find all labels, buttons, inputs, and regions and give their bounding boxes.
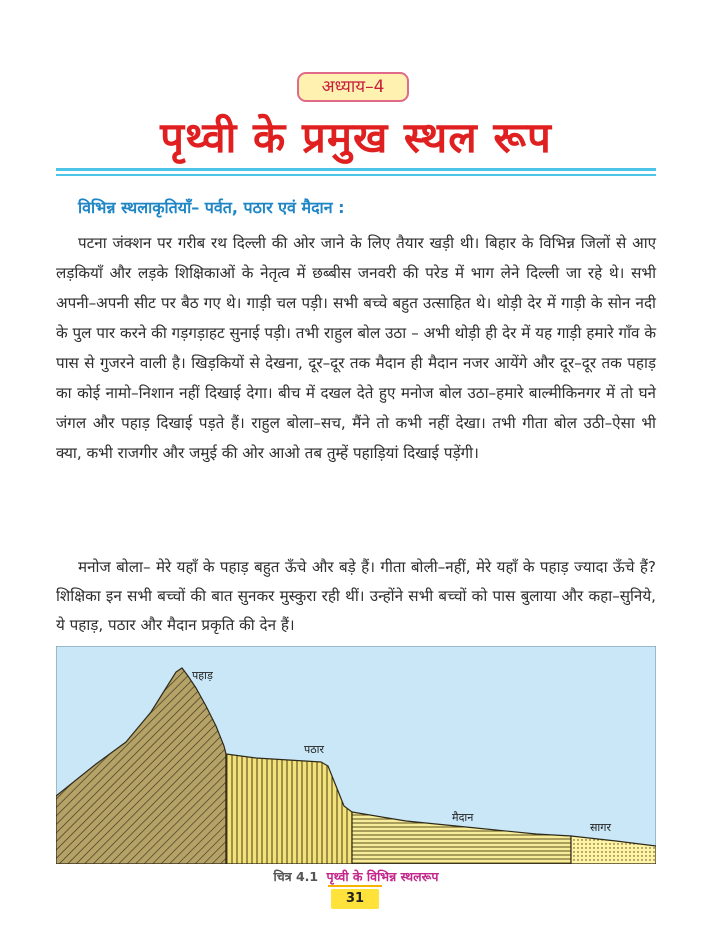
- caption-number: चित्र 4.1: [273, 869, 319, 884]
- mountain-label: पहाड़: [192, 669, 213, 682]
- title-rule-bottom: [56, 174, 656, 176]
- title-rule-top: [56, 168, 656, 171]
- caption-text: पृथ्वी के विभिन्न स्थलरूप: [326, 869, 439, 884]
- page-number: 31: [331, 889, 379, 909]
- paragraph-1: पटना जंक्शन पर गरीब रथ दिल्ली की ओर जाने के लिए तैयार खड़ी थी। बिहार के विभिन्न जिलों से आए लड़कियाँ और लड़के शिक्षिकाओं के नेतृत्व में छब्बीस जनवरी की परेड में भाग लेने दिल्ली जा रहे थे। सभी अपनी–अपनी सीट पर बैठ गए थे। गाड़ी चल पड़ी। सभी बच्चे बहुत उत्साहित थे। थोड़ी देर में गाड़ी के सोन नदी के पुल पार करने की गड़गड़ाहट सुनाई पड़ी। तभी राहुल बोल उठा – अभी थोड़ी ही देर में यह गाड़ी हमारे गाँव के पास से गुजरने वाली है। खिड़कियों से देखना, दूर–दूर तक मैदान ही मैदान नजर आयेंगे और दूर–दूर तक पहाड़ का कोई नामो–निशान नहीं दिखाई देगा। बीच में दखल देते हुए मनोज बोल उठा–हमारे बाल्मीकिनगर में तो घने जंगल और पहाड़ दिखाई पड़ते हैं। राहुल बोला–सच, मैंने तो कभी नहीं देखा। तभी गीता बोल उठी–ऐसा भी क्या, कभी राजगीर और जमुई की ओर आओ तब तुम्हें पहाड़ियां दिखाई पड़ेंगी।: [56, 234, 656, 462]
- paragraph-2: मनोज बोला– मेरे यहाँ के पहाड़ बहुत ऊँचे और बड़े हैं। गीता बोली–नहीं, मेरे यहाँ के पहाड़ ज्यादा ऊँचे हैं? शिक्षिका इन सभी बच्चों की बात सुनकर मुस्कुरा रही थीं। उन्होंने सभी बच्चों को पास बुलाया और कहा–सुनिये, ये पहाड़, पठार और मैदान प्रकृति की देन हैं।: [56, 558, 656, 634]
- section-heading: विभिन्न स्थलाकृतियाँ– पर्वत, पठार एवं मैदान :: [78, 198, 345, 217]
- page-number-mark: [328, 885, 382, 887]
- figure-caption: [0, 868, 712, 885]
- landforms-figure: [56, 646, 656, 864]
- plain-label: मैदान: [452, 811, 474, 824]
- chapter-badge: अध्याय–4: [297, 72, 409, 102]
- sea-label: सागर: [590, 821, 611, 834]
- landforms-diagram: [56, 646, 656, 864]
- plateau-label: पठार: [304, 743, 324, 756]
- page-title: पृथ्वी के प्रमुख स्थल रूप: [160, 113, 552, 162]
